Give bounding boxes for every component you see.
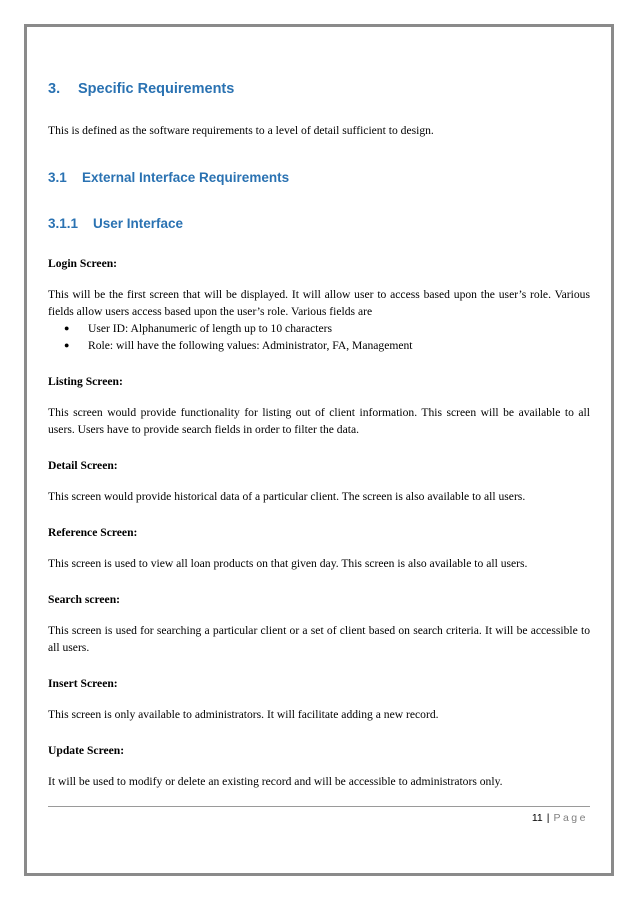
footer-divider	[48, 806, 590, 807]
search-screen-text: This screen is used for searching a particular client or a set of client based on search criteria. It will be accessible to all users.	[48, 624, 590, 654]
login-screen-label: Login Screen:	[48, 257, 118, 270]
listing-screen-text: This screen would provide functionality for listing out of client information. This screen will be available to all users. Users have to provide search fields in order to filter the data.	[48, 406, 590, 436]
section-number: 3.	[48, 81, 61, 97]
page-label: Page	[553, 812, 588, 824]
reference-screen-label: Reference Screen:	[48, 526, 138, 539]
detail-screen-label: Detail Screen:	[48, 459, 118, 472]
document-body	[48, 80, 590, 790]
footer-separator: |	[546, 812, 550, 824]
section-title: Specific Requirements	[78, 81, 235, 97]
list-item: ● User ID: Alphanumeric of length up to 10 characters	[64, 322, 333, 335]
subsection-title: External Interface Requirements	[82, 170, 290, 185]
login-fields-list	[48, 320, 590, 354]
bullet-icon: ●	[64, 323, 70, 333]
subsection-number: 3.1	[48, 170, 67, 185]
list-item: ● Role: will have the following values: Administrator, FA, Management	[64, 339, 413, 352]
update-screen-label: Update Screen:	[48, 744, 125, 757]
subsubsection-number: 3.1.1	[48, 216, 79, 231]
insert-screen-text: This screen is only available to administrators. It will facilitate adding a new record.	[48, 708, 439, 721]
subsection-heading	[48, 169, 590, 187]
page-number: 11	[531, 812, 543, 824]
page-footer	[532, 812, 588, 824]
reference-screen-text: This screen is used to view all loan products on that given day. This screen is also available to all users.	[48, 557, 528, 570]
login-screen-text: This will be the first screen that will be displayed. It will allow user to access based upon the user’s role. Various fields allow users access based upon the user’s role. Various fields are	[48, 288, 590, 318]
insert-screen-label: Insert Screen:	[48, 677, 118, 690]
detail-screen-text: This screen would provide historical data of a particular client. The screen is also available to all users.	[48, 490, 526, 503]
update-screen-text: It will be used to modify or delete an existing record and will be accessible to administrators only.	[48, 775, 503, 788]
subsubsection-title: User Interface	[93, 216, 184, 231]
listing-screen-label: Listing Screen:	[48, 375, 123, 388]
bullet-icon: ●	[64, 340, 70, 350]
section-intro: This is defined as the software requirements to a level of detail sufficient to design.	[48, 124, 434, 137]
section-heading	[48, 80, 590, 98]
search-screen-label: Search screen:	[48, 593, 121, 606]
subsubsection-heading	[48, 215, 590, 233]
